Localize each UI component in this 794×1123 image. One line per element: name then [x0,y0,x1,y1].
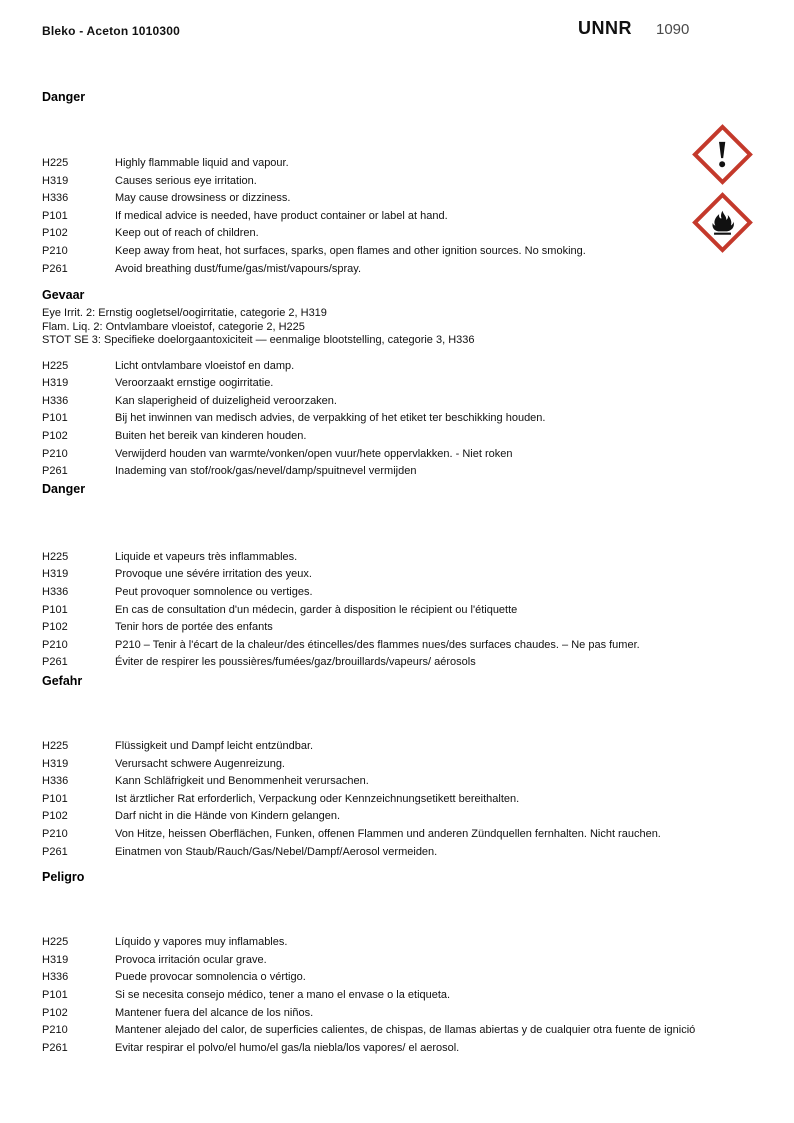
statement-text: Provoque une sévére irritation des yeux. [115,568,312,581]
statement-text: Keep out of reach of children. [115,227,259,240]
table-row [42,809,794,827]
statement-code: P210 [42,638,68,651]
statement-text: May cause drowsiness or dizziness. [115,192,291,205]
statement-code: P210 [42,447,68,460]
statement-code: P101 [42,412,68,425]
label-text-content [42,40,794,1058]
table-row [42,970,794,988]
table-row [42,1006,794,1024]
table-row [42,174,794,192]
statement-list-de [42,739,794,862]
statement-text: Keep away from heat, hot surfaces, sparks, open flames and other ignition sources. No smoking. [115,244,586,257]
section-heading-danger-fr: Danger [42,481,86,496]
statement-code: H336 [42,192,69,205]
statement-code: P261 [42,1041,68,1054]
statement-text: Mantener alejado del calor, de superficies calientes, de chispas, de llamas abiertas y de cualquier otra fuente de ignició [115,1024,696,1037]
statement-text: Verwijderd houden van warmte/vonken/open vuur/hete oppervlakken. - Niet roken [115,447,513,460]
section-heading-danger-en: Danger [42,90,86,104]
unnr-label: UNNR [578,18,632,38]
statement-code: H225 [42,739,69,752]
unnr-block [578,18,689,39]
statement-text: Von Hitze, heissen Oberflächen, Funken, offenen Flammen und anderen Zündquellen fernhalten. Nicht rauchen. [115,827,661,840]
statement-code: P101 [42,792,68,805]
statement-text: Tenir hors de portée des enfants [115,621,273,634]
statement-list-es [42,935,794,1058]
classification-line: STOT SE 3: Specifieke doelorgaantoxiciteit — eenmalige blootstelling, categorie 3, H336 [42,334,475,347]
statement-text: Flüssigkeit und Dampf leicht entzündbar. [115,739,314,752]
statement-text: Buiten het bereik van kinderen houden. [115,430,307,443]
table-row [42,567,794,585]
statement-text: Kan slaperigheid of duizeligheid veroorzaken. [115,394,337,407]
table-row [42,1023,794,1041]
statement-code: P210 [42,1024,68,1037]
table-row [42,845,794,863]
statement-code: P102 [42,227,68,240]
table-row [42,209,794,227]
table-row [42,655,794,673]
table-row [42,935,794,953]
statement-code: P261 [42,262,68,275]
table-row [42,464,794,482]
statement-code: P210 [42,827,68,840]
statement-code: H319 [42,757,69,770]
classification-line: Flam. Liq. 2: Ontvlambare vloeistof, categorie 2, H225 [42,320,305,333]
statement-text: Puede provocar somnolencia o vértigo. [115,971,306,984]
statement-code: P101 [42,988,68,1001]
statement-code: H336 [42,971,69,984]
statement-text: Causes serious eye irritation. [115,174,257,187]
table-row [42,988,794,1006]
statement-code: H319 [42,568,69,581]
statement-text: Bij het inwinnen van medisch advies, de verpakking of het etiket ter beschikking houden. [115,412,546,425]
statement-text: Highly flammable liquid and vapour. [115,157,289,169]
table-row [42,359,794,377]
statement-text: Si se necesita consejo médico, tener a mano el envase o la etiqueta. [115,988,451,1001]
statement-text: Veroorzaakt ernstige oogirritatie. [115,377,274,390]
document-title: Bleko - Aceton 1010300 [42,24,181,38]
classification-line: Eye Irrit. 2: Ernstig oogletsel/oogirritatie, categorie 2, H319 [42,307,327,320]
statement-text: Einatmen von Staub/Rauch/Gas/Nebel/Dampf/Aerosol vermeiden. [115,845,438,858]
statement-code: P102 [42,621,68,634]
statement-code: P210 [42,244,68,257]
statement-code: P261 [42,656,68,669]
table-row [42,620,794,638]
statement-text: Ist ärztlicher Rat erforderlich, Verpackung oder Kennzeichnungsetikett bereithalten. [115,792,520,805]
statement-text: Evitar respirar el polvo/el humo/el gas/la niebla/los vapores/ el aerosol. [115,1041,460,1054]
table-row [42,376,794,394]
table-row [42,394,794,412]
table-row [42,429,794,447]
table-row [42,638,794,656]
statement-code: P102 [42,1006,68,1019]
table-row [42,603,794,621]
unnr-value: 1090 [656,21,690,38]
statement-text: Inademing van stof/rook/gas/nevel/damp/spuitnevel vermijden [115,465,417,478]
table-row [42,156,794,174]
classification-list [42,307,794,348]
statement-text: Verursacht schwere Augenreizung. [115,757,285,770]
statement-code: H336 [42,775,69,788]
table-row [42,262,794,280]
statement-text: En cas de consultation d'un médecin, garder à disposition le récipient ou l'étiquette [115,603,518,616]
table-row [42,757,794,775]
statement-text: Liquide et vapeurs très inflammables. [115,550,298,563]
statement-text: Provoca irritación ocular grave. [115,953,267,966]
table-row [42,447,794,465]
statement-list-en [42,156,794,279]
statement-code: H319 [42,953,69,966]
statement-text: Kann Schläfrigkeit und Benommenheit verursachen. [115,775,369,788]
statement-code: H336 [42,586,69,598]
statement-text: If medical advice is needed, have product container or label at hand. [115,209,448,222]
table-row [42,411,794,429]
table-row [42,244,794,262]
table-row [42,585,794,603]
statement-text: Líquido y vapores muy inflamables. [115,936,288,949]
section-heading-peligro: Peligro [42,870,85,885]
statement-text: Licht ontvlambare vloeistof en damp. [115,359,295,372]
section-heading-gevaar: Gevaar [42,288,85,303]
statement-code: H225 [42,359,69,372]
statement-code: H319 [42,377,69,390]
table-row [42,226,794,244]
table-row [42,191,794,209]
statement-text: Peut provoquer somnolence ou vertiges. [115,586,313,598]
statement-code: P102 [42,810,68,823]
statement-code: P102 [42,430,68,443]
statement-list-nl [42,359,794,482]
statement-text: P210 – Tenir à l'écart de la chaleur/des étincelles/des flammes nues/des surfaces chaudes. – Ne pas fumer. [115,638,640,651]
statement-code: P261 [42,465,68,478]
statement-text: Mantener fuera del alcance de los niños. [115,1006,314,1019]
table-row [42,953,794,971]
statement-code: H319 [42,174,69,187]
statement-text: Éviter de respirer les poussières/fumées/gaz/brouillards/vapeurs/ aérosols [115,656,476,669]
section-heading-gefahr: Gefahr [42,673,83,688]
statement-code: P101 [42,209,68,222]
statement-code: H336 [42,394,69,407]
table-row [42,792,794,810]
table-row [42,774,794,792]
statement-code: H225 [42,550,69,563]
table-row [42,1041,794,1059]
statement-code: P261 [42,845,68,858]
table-row [42,827,794,845]
statement-text: Avoid breathing dust/fume/gas/mist/vapours/spray. [115,262,361,275]
statement-list-fr [42,550,794,673]
statement-code: P101 [42,603,68,616]
table-row [42,739,794,757]
statement-code: H225 [42,936,69,949]
statement-code: H225 [42,157,69,169]
statement-text: Darf nicht in die Hände von Kindern gelangen. [115,810,341,823]
table-row [42,550,794,568]
